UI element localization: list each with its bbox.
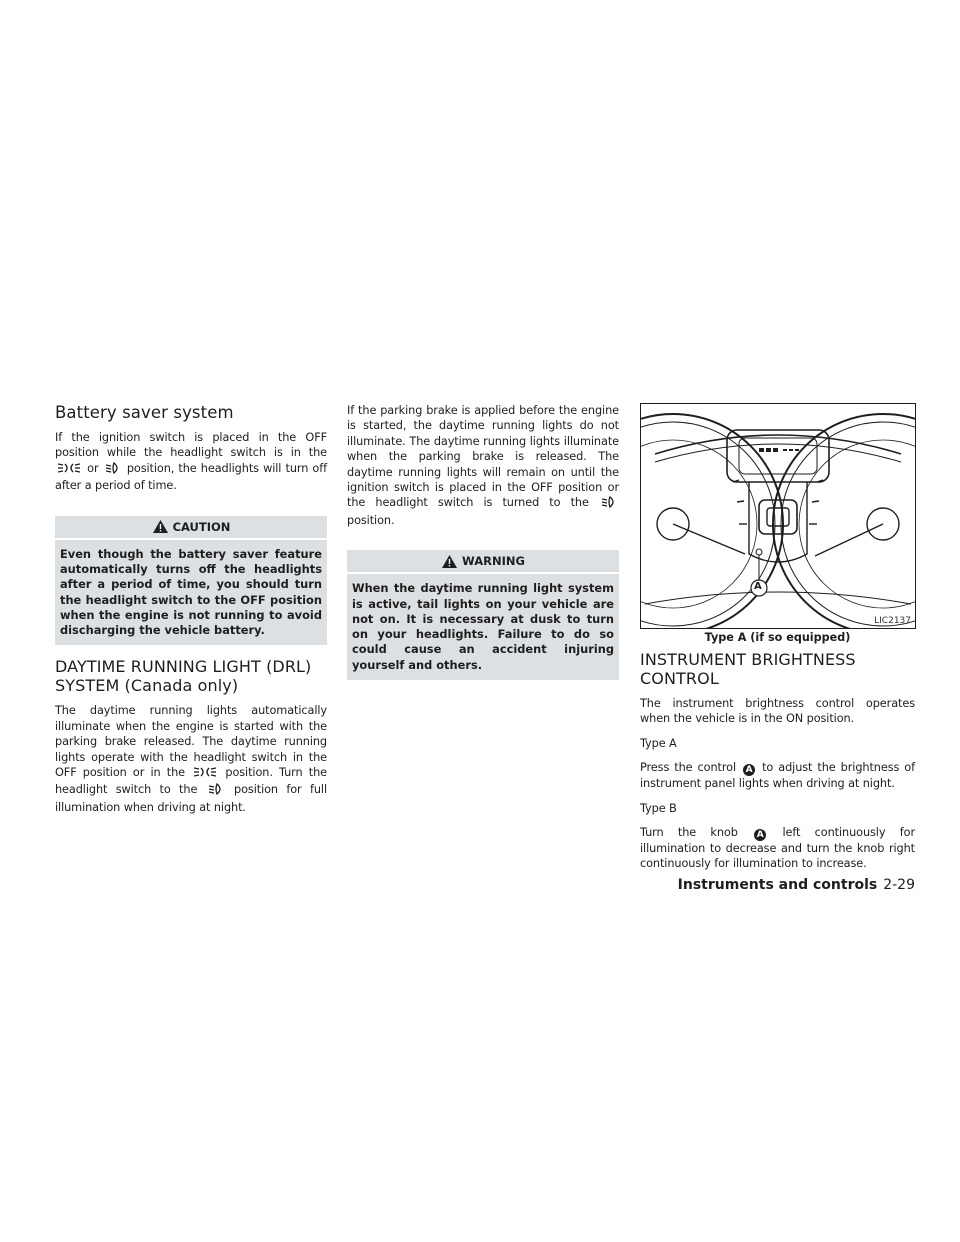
instrument-cluster-illustration xyxy=(641,404,915,628)
battery-saver-text-b: position, the headlights will turn off after a period of time. xyxy=(55,461,327,493)
warning-triangle-icon xyxy=(441,554,458,569)
caution-title: CAUTION xyxy=(172,519,231,534)
battery-saver-text-a: If the ignition switch is placed in the OFF position while the headlight switch is in the xyxy=(55,431,327,460)
drl-text-c: position for full illumination when driving at night. xyxy=(55,783,327,814)
drl-text-e: position. xyxy=(347,513,395,527)
parking-light-icon xyxy=(58,462,80,478)
figure-code: LIC2137 xyxy=(874,616,911,626)
caution-text: Even though the battery saver feature automatically turns off the headlights after a period of time, you should turn the headlight switch to the OFF position when the engine is not running to avoid discharging the vehicle battery. xyxy=(60,546,322,638)
instrument-text-a: Press the control xyxy=(640,761,736,775)
headlight-icon xyxy=(602,496,616,512)
type-b-label: Type B xyxy=(640,801,677,815)
page-footer xyxy=(678,877,915,893)
warning-box xyxy=(347,550,619,680)
caution-box xyxy=(55,516,327,646)
figure-callout-a: A xyxy=(754,581,762,592)
type-a-label: Type A xyxy=(640,736,677,750)
callout-a-icon: A xyxy=(754,829,766,841)
instrument-text-d: left continuously for illumination to decrease and turn the knob right continuously for illumination to increase. xyxy=(640,826,915,871)
warning-text: When the daytime running light system is active, tail lights on your vehicle are not on. It is necessary at dusk to turn on your headlights. Failure to do so could cause an accident injuring yourself and others. xyxy=(352,581,614,672)
battery-saver-text-or: or xyxy=(87,461,99,475)
page-number: 2-29 xyxy=(883,877,915,893)
instrument-paragraph-3 xyxy=(640,825,915,872)
callout-a-icon: A xyxy=(743,764,755,776)
battery-saver-paragraph xyxy=(55,430,327,494)
headlight-icon xyxy=(209,783,223,799)
battery-saver-heading: Battery saver system xyxy=(55,403,234,422)
instrument-text-c: Turn the knob xyxy=(640,826,738,840)
caution-header xyxy=(55,516,327,540)
drl-paragraph-1 xyxy=(55,703,327,815)
column-right xyxy=(640,403,915,881)
footer-section-title: Instruments and controls xyxy=(677,877,878,893)
instrument-paragraph-1: The instrument brightness control operates when the vehicle is in the ON position. xyxy=(640,697,915,726)
column-left xyxy=(55,403,327,824)
figure-caption: Type A (if so equipped) xyxy=(704,631,851,644)
drl-text-a: The daytime running lights automatically illuminate when the engine is started with the parking brake released. The daytime running lights operate with the headlight switch in the OFF position or in the xyxy=(55,704,327,780)
instrument-paragraph-2 xyxy=(640,760,915,791)
instrument-cluster-figure xyxy=(640,403,916,629)
parking-light-icon xyxy=(194,766,216,782)
drl-text-b: position. Turn the headlight switch to the xyxy=(55,766,327,797)
drl-paragraph-2 xyxy=(347,403,619,528)
warning-header xyxy=(347,550,619,574)
instrument-brightness-heading: INSTRUMENT BRIGHTNESS CONTROL xyxy=(640,650,856,688)
drl-heading: DAYTIME RUNNING LIGHT (DRL) SYSTEM (Canada only) xyxy=(55,657,312,696)
warning-triangle-icon xyxy=(152,519,169,534)
drl-text-d: If the parking brake is applied before the engine is started, the daytime running lights do not illuminate. The daytime running lights illuminate when the parking brake is released. The daytime running lights will remain on until the ignition switch is placed in the OFF position or the headlight switch is turned to the xyxy=(347,404,619,510)
warning-title: WARNING xyxy=(462,554,525,569)
headlight-icon xyxy=(106,462,120,478)
instrument-text-b: to adjust the brightness of instrument panel lights when driving at night. xyxy=(640,761,915,791)
column-middle xyxy=(347,403,619,692)
